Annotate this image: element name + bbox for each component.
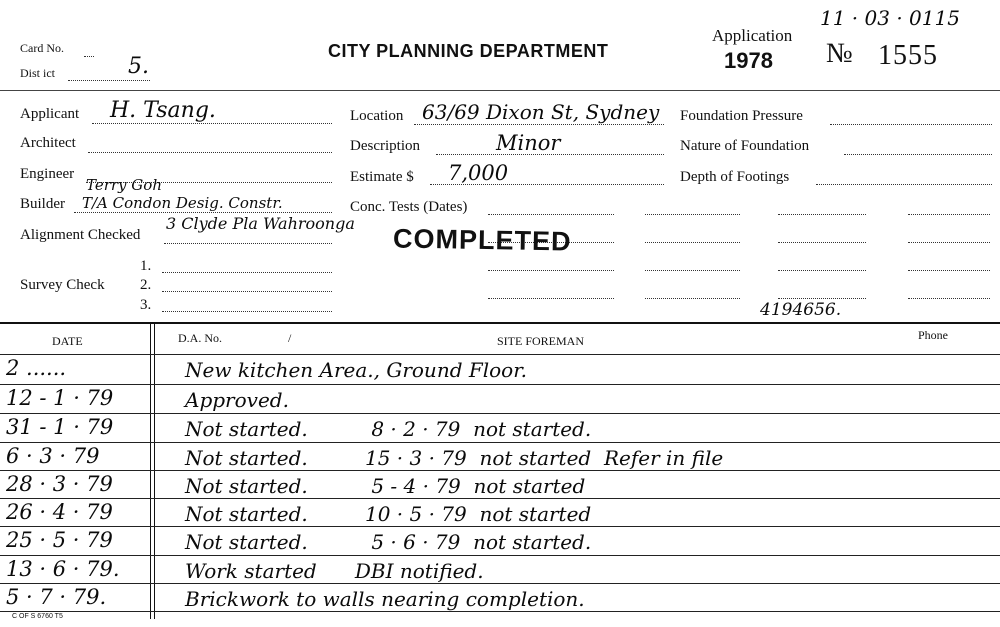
conc-line-3b [645,270,740,271]
date-header: DATE [52,334,83,348]
phone-header: Phone [918,328,948,342]
builder-value-line1: Terry Goh [86,176,162,194]
estimate-label: Estimate $ [350,169,414,185]
top-reference: 11 · 03 · 0115 [820,6,960,30]
row-rule [0,583,1000,584]
row-5-entry: Not started. 5 - 4 · 79 not started [185,474,586,498]
conc-line-2c [778,242,866,243]
conc-line-4b [645,298,740,299]
conc-line-4a [488,298,614,299]
alignment-line [164,243,332,244]
form-code: C OF S 6760 T5 [12,613,63,620]
row-rule [0,442,1000,443]
conc-line-1c [778,214,866,215]
date-column-divider-2 [154,324,155,619]
builder-line [74,212,332,213]
district-value: 5. [128,54,149,79]
foundation-pressure-label: Foundation Pressure [680,108,803,124]
description-label: Description [350,138,420,154]
architect-label: Architect [20,135,76,151]
conc-line-3c [778,270,866,271]
da-header: D.A. No. [178,331,222,345]
date-column-divider [150,324,151,619]
applicant-label: Applicant [20,106,80,122]
engineer-label: Engineer [20,166,75,182]
row-7-entry: Not started. 5 · 6 · 79 not started. [185,530,592,554]
row-rule [0,470,1000,471]
foundation-pressure-line [830,124,992,125]
applicant-value: H. Tsang. [110,98,216,123]
department-title: CITY PLANNING DEPARTMENT [328,41,609,61]
conc-tests-label: Conc. Tests (Dates) [350,199,468,215]
survey-line-2 [162,291,332,292]
number-symbol: № [826,38,853,69]
da-slash: / [288,331,292,345]
row-1-date: 2 ...... [6,356,67,380]
depth-footings-line [816,184,992,185]
row-1-entry: New kitchen Area., Ground Floor. [185,358,527,382]
row-rule [0,384,1000,385]
applicant-line [92,123,332,124]
row-6-entry: Not started. 10 · 5 · 79 not started [185,502,592,526]
depth-footings-label: Depth of Footings [680,169,790,185]
application-year: 1978 [724,48,773,73]
location-value: 63/69 Dixon St, Sydney [422,100,660,124]
row-rule [0,498,1000,499]
district-line [68,80,150,81]
row-rule [0,526,1000,527]
row-rule [0,555,1000,556]
alignment-label: Alignment Checked [20,227,141,243]
survey-label: Survey Check [20,277,105,293]
row-rule [0,611,1000,612]
description-value: Minor [496,131,561,155]
row-rule [0,354,1000,355]
row-4-entry: Not started. 15 · 3 · 79 not started Refer in file [185,446,724,470]
location-label: Location [350,108,404,124]
survey-number-1: 1. [140,258,152,274]
row-3-entry: Not started. 8 · 2 · 79 not started. [185,417,592,441]
conc-line-2d [908,242,990,243]
conc-line-1b [645,214,740,215]
architect-line [88,152,332,153]
row-3-date: 31 - 1 · 79 [6,415,114,439]
survey-line-1 [162,272,332,273]
card-no-line [84,56,94,57]
row-8-entry: Work started DBI notified. [185,559,484,583]
builder-label: Builder [20,196,65,212]
row-8-date: 13 · 6 · 79. [6,557,120,581]
conc-line-2b [645,242,740,243]
row-7-date: 25 · 5 · 79 [6,528,113,552]
row-6-date: 26 · 4 · 79 [6,500,113,524]
row-2-entry: Approved. [185,388,289,412]
nature-foundation-label: Nature of Foundation [680,138,810,154]
row-5-date: 28 · 3 · 79 [6,472,113,496]
survey-line-3 [162,311,332,312]
estimate-value: 7,000 [448,161,509,185]
row-4-date: 6 · 3 · 79 [6,444,100,468]
conc-line-1d [908,214,990,215]
conc-line-4d [908,298,990,299]
alignment-value: 3 Clyde Pla Wahroonga [166,214,355,233]
row-9-entry: Brickwork to walls nearing completion. [185,587,585,611]
row-rule [0,413,1000,414]
application-number: 1555 [878,40,938,71]
application-label: Application [712,26,793,45]
survey-number-3: 3. [140,297,152,313]
conc-line-4c [778,298,866,299]
header-divider [0,90,1000,91]
nature-foundation-line [844,154,992,155]
row-9-date: 5 · 7 · 79. [6,585,107,609]
card-no-label: Card No. [20,41,64,55]
district-label: Dist ict [20,66,55,80]
conc-line-3a [488,270,614,271]
conc-line-1a [488,214,614,215]
location-line [414,124,664,125]
survey-number-2: 2. [140,277,152,293]
phone-value: 4194656. [760,300,842,320]
conc-line-3d [908,270,990,271]
row-2-date: 12 - 1 · 79 [6,386,114,410]
site-foreman-header: SITE FOREMAN [497,334,585,348]
builder-value-line2: T/A Condon Desig. Constr. [82,194,283,212]
completed-stamp: COMPLETED [392,223,572,257]
